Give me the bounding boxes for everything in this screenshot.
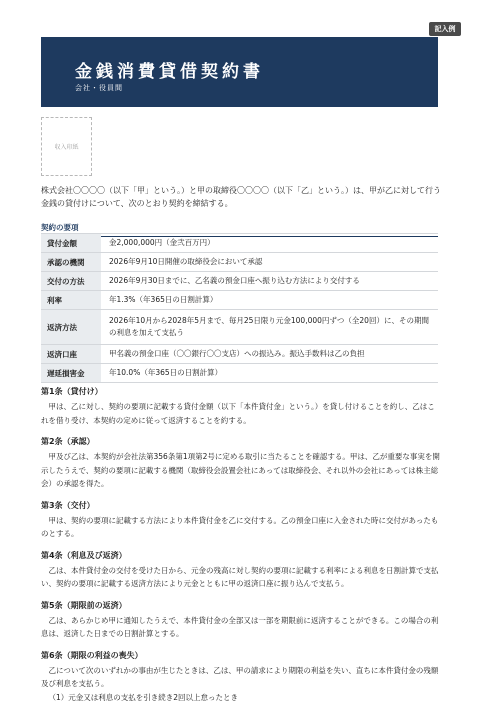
- terms-label: 承認の機関: [41, 253, 101, 272]
- terms-value: 2026年10月から2028年5月まで、毎月25日限り元金100,000円ずつ（全20回）に、その期間の利息を加えて支払う: [101, 310, 438, 345]
- revenue-stamp-box: 収入印紙: [41, 117, 92, 176]
- article: [41, 550, 441, 591]
- terms-row: [41, 310, 438, 345]
- terms-row: [41, 364, 438, 383]
- terms-value: 2026年9月30日までに、乙名義の預金口座へ振り込む方法により交付する: [101, 272, 438, 291]
- article-title: 第5条（期限前の返済）: [41, 600, 441, 612]
- document-title: 金銭消費貸借契約書: [75, 57, 264, 82]
- terms-table: [41, 233, 438, 383]
- terms-value: 年10.0%（年365日の日割計算）: [101, 364, 438, 383]
- article-body: 乙について次のいずれかの事由が生じたときは、乙は、甲の請求により期限の利益を失い、直ちに本件貸付金の残額及び利息を支払う。: [41, 664, 441, 691]
- article-body: 甲及び乙は、本契約が会社法第356条第1項第2号に定める取引に当たることを確認する。甲は、乙が重要な事実を開示したうえで、契約の要項に記載する機関（取締役会設置会社にあっては取締役会、それ以外の会社にあっては株主総会）の承認を得た。: [41, 450, 441, 491]
- terms-row: [41, 345, 438, 364]
- article: [41, 386, 441, 427]
- terms-row: [41, 234, 438, 253]
- terms-row: [41, 272, 438, 291]
- article-body: 乙は、あらかじめ甲に通知したうえで、本件貸付金の全部又は一部を期限前に返済することができる。この場合の利息は、返済した日までの日割計算とする。: [41, 614, 441, 641]
- terms-label: 遅延損害金: [41, 364, 101, 383]
- terms-label: 返済方法: [41, 310, 101, 345]
- article: [41, 600, 441, 641]
- terms-label: 返済口座: [41, 345, 101, 364]
- article-body: 甲は、乙に対し、契約の要項に記載する貸付金額（以下「本件貸付金」という。）を貸し付けることを約し、乙はこれを借り受け、本契約の定めに従って返済することを約する。: [41, 400, 441, 427]
- article-list-item: （1）元金又は利息の支払を引き続き2回以上怠ったとき: [41, 691, 441, 704]
- article-body: 甲は、契約の要項に記載する方法により本件貸付金を乙に交付する。乙の預金口座に入金された時に交付があったものとする。: [41, 514, 441, 541]
- article-title: 第2条（承認）: [41, 436, 441, 448]
- article: [41, 500, 441, 541]
- terms-value: 金2,000,000円（金弐百万円）: [101, 234, 438, 253]
- example-badge: 記入例: [429, 22, 461, 36]
- articles-section: [41, 386, 441, 704]
- terms-label: 交付の方法: [41, 272, 101, 291]
- terms-label: 利率: [41, 291, 101, 310]
- terms-label: 貸付金額: [41, 234, 101, 253]
- document-header: [41, 37, 438, 107]
- terms-row: [41, 253, 438, 272]
- article-title: 第6条（期限の利益の喪失）: [41, 650, 441, 662]
- terms-value: 甲名義の預金口座（〇〇銀行〇〇支店）への振込み。振込手数料は乙の負担: [101, 345, 438, 364]
- article-title: 第3条（交付）: [41, 500, 441, 512]
- terms-value: 2026年9月10日開催の取締役会において承認: [101, 253, 438, 272]
- article-title: 第1条（貸付け）: [41, 386, 441, 398]
- article: [41, 436, 441, 491]
- terms-value: 年1.3%（年365日の日割計算）: [101, 291, 438, 310]
- article-body: 乙は、本件貸付金の交付を受けた日から、元金の残高に対し契約の要項に記載する利率による利息を日割計算で支払い、契約の要項に記載する返済方法により元金とともに甲の返済口座に振り込んで支払う。: [41, 564, 441, 591]
- intro-paragraph: 株式会社〇〇〇〇（以下「甲」という。）と甲の取締役〇〇〇〇（以下「乙」という。）は、甲が乙に対して行う金銭の貸付けについて、次のとおり契約を締結する。: [41, 184, 441, 210]
- article-title: 第4条（利息及び返済）: [41, 550, 441, 562]
- document-subtitle: 会社・役員間: [75, 83, 123, 93]
- article: [41, 650, 441, 704]
- terms-row: [41, 291, 438, 310]
- terms-heading: 契約の要項: [41, 222, 438, 237]
